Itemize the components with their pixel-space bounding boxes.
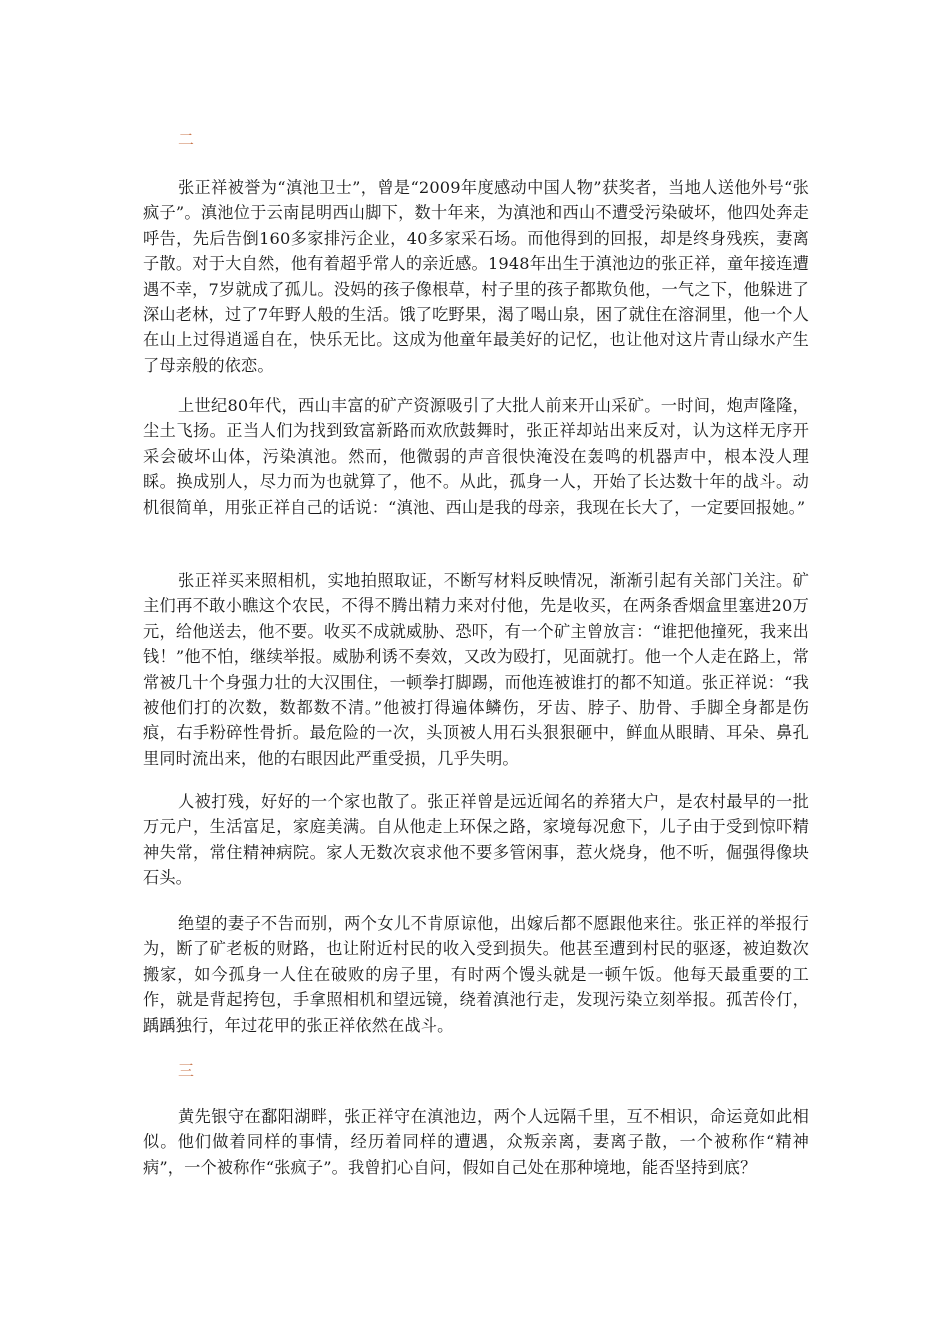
section-heading-2: 二: [178, 130, 196, 149]
paragraph-mining: 上世纪80年代，西山丰富的矿产资源吸引了大批人前来开山采矿。一时间，炮声隆隆，尘土飞扬。正当人们为找到致富新路而欢欣鼓舞时，张正祥却站出来反对，认为这样无序开采会破坏山体，污染滇池。然而，他微弱的声音很快淹没在轰鸣的机器声中，根本没人理睬。换成别人，尽力而为也就算了，他不。从此，孤身一人，开始了长达数十年的战斗。动机很简单，用张正祥自己的话说：“滇池、西山是我的母亲，我现在长大了，一定要回报她。”: [143, 396, 809, 517]
paragraph-alone: 绝望的妻子不告而别，两个女儿不肯原谅他，出嫁后都不愿跟他来往。张正祥的举报行为，断了矿老板的财路，也让附近村民的收入受到损失。他甚至遭到村民的驱逐，被迫数次搬家，如今孤身一人住在破败的房子里，有时两个馒头就是一顿午饭。他每天最重要的工作，就是背起挎包，手拿照相机和望远镜，绕着滇池行走，发现污染立刻举报。孤苦伶仃，踽踽独行，年过花甲的张正祥依然在战斗。: [143, 914, 809, 1035]
paragraph-zhang-intro: 张正祥被誉为“滇池卫士”，曾是“2009年度感动中国人物”获奖者，当地人送他外号“张疯子”。滇池位于云南昆明西山脚下，数十年来，为滇池和西山不遭受污染破坏，他四处奔走呼告，先后告倒160多家排污企业，40多家采石场。而他得到的回报，却是终身残疾，妻离子散。对于大自然，他有着超乎常人的亲近感。1948年出生于滇池边的张正祥，童年接连遭遇不幸，7岁就成了孤儿。没妈的孩子像根草，村子里的孩子都欺负他，一气之下，他躲进了深山老林，过了7年野人般的生活。饿了吃野果，渴了喝山泉，困了就住在溶洞里，他一个人在山上过得逍遥自在，快乐无比。这成为他童年最美好的记忆，也让他对这片青山绿水产生了母亲般的依恋。: [143, 178, 809, 375]
paragraph-comparison: 黄先银守在鄱阳湖畔，张正祥守在滇池边，两个人远隔千里，互不相识，命运竟如此相似。他们做着同样的事情，经历着同样的遭遇，众叛亲离，妻离子散，一个被称作“精神病”，一个被称作“张疯子”。我曾扪心自问，假如自己处在那种境地，能否坚持到底？: [143, 1107, 809, 1177]
section-heading-3: 三: [178, 1061, 196, 1080]
paragraph-family: 人被打残，好好的一个家也散了。张正祥曾是远近闻名的养猪大户，是农村最早的一批万元户，生活富足，家庭美满。自从他走上环保之路，家境每况愈下，儿子由于受到惊吓精神失常，常住精神病院。家人无数次哀求他不要多管闲事，惹火烧身，他不听，倔强得像块石头。: [143, 792, 809, 888]
paragraph-threats: 张正祥买来照相机，实地拍照取证，不断写材料反映情况，渐渐引起有关部门关注。矿主们再不敢小瞧这个农民，不得不腾出精力来对付他，先是收买，在两条香烟盒里塞进20万元，给他送去，他不要。收买不成就威胁、恐吓，有一个矿主曾放言：“谁把他撞死，我来出钱！”他不怕，继续举报。威胁利诱不奏效，又改为殴打，见面就打。他一个人走在路上，常常被几十个身强力壮的大汉围住，一顿拳打脚踢，而他连被谁打的都不知道。张正祥说：“我被他们打的次数，数都数不清。”他被打得遍体鳞伤，牙齿、脖子、肋骨、手脚全身都是伤痕，右手粉碎性骨折。最危险的一次，头顶被人用石头狠狠砸中，鲜血从眼睛、耳朵、鼻孔里同时流出来，他的右眼因此严重受损，几乎失明。: [143, 571, 809, 768]
